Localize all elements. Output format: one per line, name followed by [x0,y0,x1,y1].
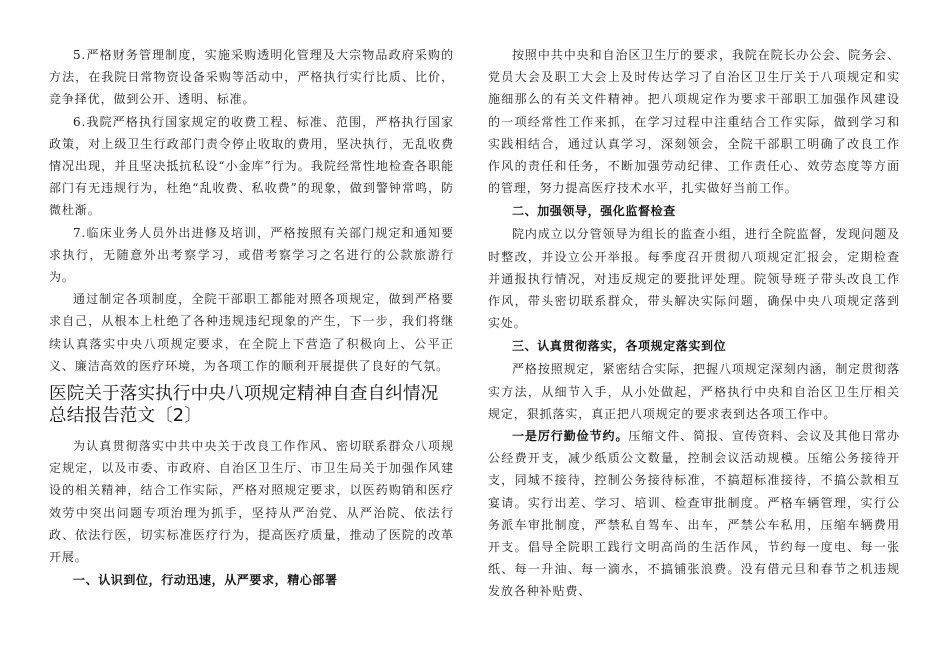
paragraph-section3-body: 严格按照规定，紧密结合实际，把握八项规定深刻内涵，制定贯彻落实方法，从细节入手，从小处做起，严格执行中央和自治区卫生厅相关规定，狠抓落实，真正把八项规定的要求表到达各项工作中。 [488,362,900,421]
frugality-lead: 一是厉行勤俭节约。 [512,429,629,444]
paragraph-item-6: 6.我院严格执行国家规定的收费工程、标准、范围，严格执行国家政策，对上级卫生行政部门责令停止收取的费用，坚决执行，无乱收费情况出现，并且坚决抵抗私设“小金库”行为。我院经常性地检查各职能部门有无违规行为，杜绝“乱收费、私收费”的现象，做到警钟常鸣，防微杜渐。 [49,114,454,218]
paragraph-intro: 为认真贯彻落实中共中央关于改良工作作风、密切联系群众八项规定规定，以及市委、市政府、自治区卫生厅、市卫生局关于加强作风建设的相关精神，结合工作实际，严格对照规定要求，以医药购销和医疗效劳中突出问题专项治理为抓手，坚持从严治党、从严治院、依法行政、依法行医，切实标准医疗行为，提高医疗质量，推动了医院的改革开展。 [49,439,454,565]
paragraph-frugality [488,425,900,603]
document-title: 医院关于落实执行中央八项规定精神自查自纠情况总结报告范文〔2〕 [49,384,439,427]
paragraph-section1-body: 按照中共中央和自治区卫生厅的要求，我院在院长办公会、院务会、党员大会及职工大会上及时传达学习了自治区卫生厅关于八项规定和实施细那么的有关文件精神。把八项规定作为要求干部职工加强作风建设的一项经常性工作来抓，在学习过程中注重结合工作实际，做到学习和实践相结合，通过认真学习，深刻领会，全院干部职工明确了改良工作作风的责任和任务，不断加强劳动纪律、工作责任心、效劳态度等方面的管理，努力提高医疗技术水平，扎实做好当前工作。 [488,48,900,196]
paragraph-item-5: 5.严格财务管理制度，实施采购透明化管理及大宗物品政府采购的方法，在我院日常物资设备采购等活动中，严格执行实行比质、比价，竞争择优，做到公开、透明、标准。 [49,48,454,107]
paragraph-section2-body: 院内成立以分管领导为组长的监查小组，进行全院监督，发现问题及时整改，并设立公开举报。每季度召开贯彻八项规定汇报会，定期检查并通报执行情况，对违反规定的要批评处理。院领导班子带头改良工作作风，带头密切联系群众，带头解决实际问题，确保中央八项规定落到实处。 [488,227,900,331]
paragraph-item-7: 7.临床业务人员外出进修及培训，严格按照有关部门规定和通知要求执行，无随意外出考察学习，或借考察学习之名进行的公款旅游行为。 [49,225,454,285]
right-column [488,44,900,603]
left-column [49,44,454,592]
paragraph-summary: 通过制定各项制度，全院干部职工都能对照各项规定，做到严格要求自己，从根本上杜绝了各种违规违纪现象的产生，下一步，我们将继续认真落实中央八项规定要求，在全院上下营造了积极向上、公平正义、廉洁高效的医疗环境，为各项工作的顺利开展提供了良好的气氛。 [49,292,454,373]
section-heading-1: 一、认识到位，行动迅速，从严要求，精心部署 [73,573,338,588]
frugality-body: 压缩文件、简报、宣传资料、会议及其他日常办公经费开支，减少纸质公文数量，控制会议活动规模。压缩公务接待开支，同城不接待，控制公务接待标准，不搞超标准接待，不搞公款相互宴请。实行出差、学习、培训、检查审批制度。严格车辆管理，实行公务派车审批制度，严禁私自驾车、出车，严禁公车私用，压缩车辆费用开支。倡导全院职工践行文明高尚的生活作风，节约每一度电、每一张纸、每一升油、每一滴水，不搞铺张浪费。没有借元旦和春节之机违规发放各种补贴费、 [488,429,900,599]
section-heading-3: 三、认真贯彻落实，各项规定落实到位 [512,339,727,354]
section-heading-2: 二、加强领导，强化监督检查 [512,204,676,219]
